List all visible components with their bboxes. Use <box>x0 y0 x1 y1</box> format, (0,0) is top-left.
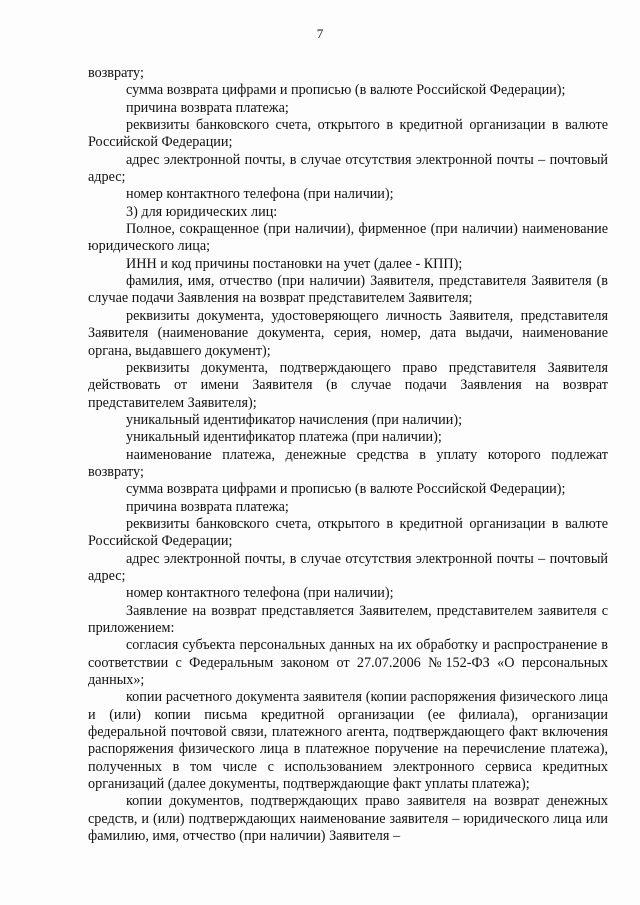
paragraph: копии расчетного документа заявителя (копии распоряжения физического лица и (или) копии письма кредитной организации (ее филиала), организации федеральной почтовой связи, платежного агента, подтверждающего факт включения распоряжения физического лица в платежное поручение на перечисление платежа), полученных в том числе с использованием электронного сервиса кредитных организаций (далее документы, подтверждающие факт уплаты платежа); <box>88 689 608 793</box>
paragraph: Полное, сокращенное (при наличии), фирменное (при наличии) наименование юридического лица; <box>88 221 608 255</box>
paragraph: реквизиты банковского счета, открытого в кредитной организации в валюте Российской Федерации; <box>88 515 608 550</box>
paragraph: уникальный идентификатор начисления (при наличии); <box>126 411 463 428</box>
paragraph: номер контактного телефона (при наличии); <box>126 585 394 602</box>
paragraph: возврату; <box>88 65 144 81</box>
paragraph: сумма возврата цифрами и прописью (в валюте Российской Федерации); <box>126 481 566 498</box>
paragraph: адрес электронной почты, в случае отсутствия электронной почты – почтовый адрес; <box>88 151 608 186</box>
paragraph: копии документов, подтверждающих право заявителя на возврат денежных средств, и (или) подтверждающих наименование заявителя – юридического лица или фамилию, имя, отчество (при наличии) Заявителя – <box>88 793 608 845</box>
paragraph: уникальный идентификатор платежа (при наличии); <box>126 429 442 446</box>
paragraph: 3) для юридических лиц: <box>126 203 278 220</box>
paragraph: реквизиты документа, удостоверяющего личность Заявителя, представителя Заявителя (наименование документа, серия, номер, дата выдачи, наименование органа, выдавшего документ); <box>88 307 608 359</box>
paragraph: фамилия, имя, отчество (при наличии) Заявителя, представителя Заявителя (в случае подачи Заявления на возврат представителем Заявителя; <box>88 273 608 307</box>
page-number: 7 <box>316 26 324 41</box>
paragraph: Заявление на возврат представляется Заявителем, представителем заявителя с приложением: <box>88 602 608 636</box>
paragraph: сумма возврата цифрами и прописью (в валюте Российской Федерации); <box>126 82 566 99</box>
paragraph: адрес электронной почты, в случае отсутствия электронной почты – почтовый адрес; <box>88 550 608 584</box>
paragraph: номер контактного телефона (при наличии); <box>126 186 394 203</box>
paragraph: согласия субъекта персональных данных на их обработку и распространение в соответствии с Федеральным законом от 27.07.2006 №152-ФЗ «О персональных данных»; <box>88 637 608 689</box>
paragraph: ИНН и код причины постановки на учет (далее - КПП); <box>126 255 463 272</box>
paragraph: реквизиты банковского счета, открытого в кредитной организации в валюте Российской Федерации; <box>88 117 608 151</box>
paragraph: реквизиты документа, подтверждающего право представителя Заявителя действовать от имени Заявителя (в случае подачи Заявления на возврат представителем Заявителя); <box>88 359 608 411</box>
paragraph: причина возврата платежа; <box>126 99 289 116</box>
document-body <box>88 65 608 845</box>
paragraph: причина возврата платежа; <box>126 498 289 515</box>
paragraph: наименование платежа, денежные средства в уплату которого подлежат возврату; <box>88 446 608 480</box>
